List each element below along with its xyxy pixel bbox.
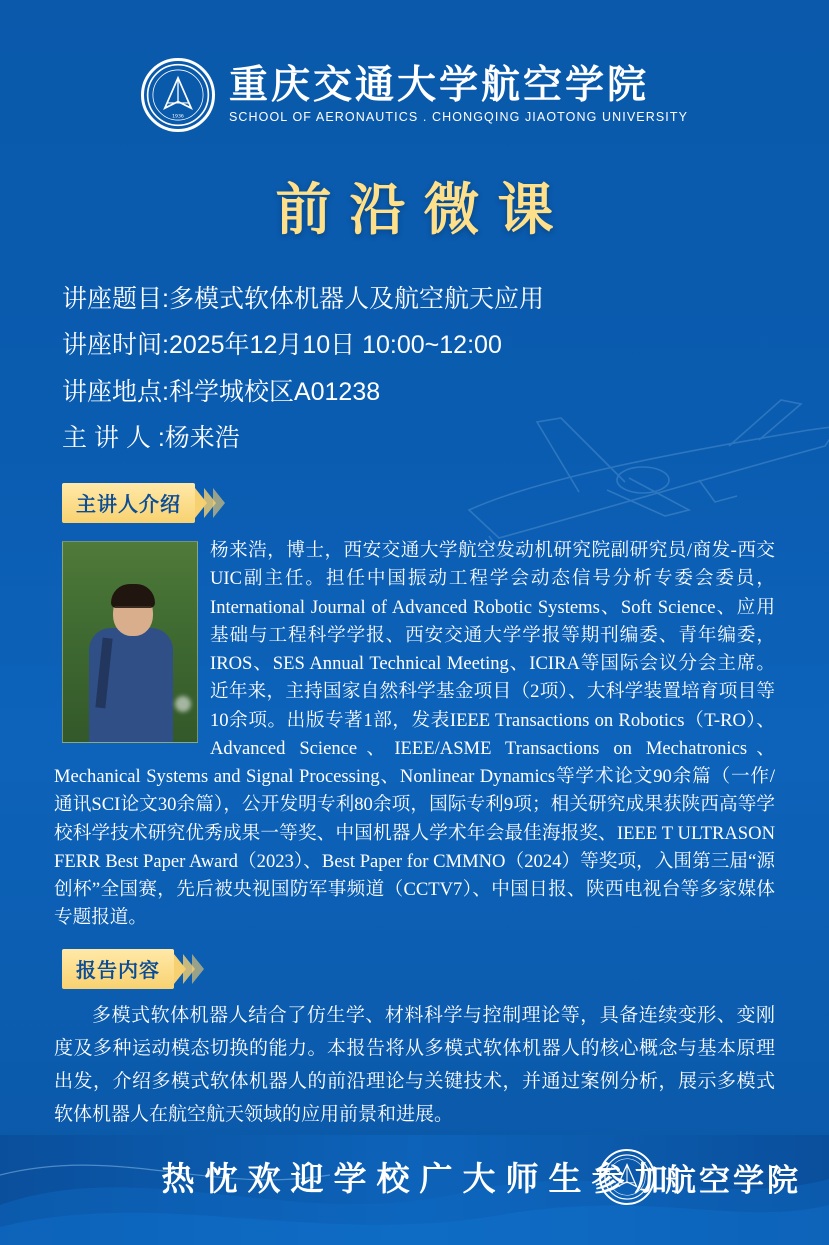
university-crest-icon — [141, 58, 215, 132]
chevron-right-icon — [198, 488, 225, 518]
info-place: 讲座地点:科学城校区A01238 — [62, 377, 381, 406]
footer-school-name: 航空学院 — [665, 1162, 801, 1198]
university-name-en: SCHOOL OF AERONAUTICS . CHONGQING JIAOTONG UNIVERSITY — [228, 110, 689, 125]
info-time: 讲座时间:2025年12月10日 10:00~12:00 — [62, 331, 502, 360]
university-name-cn: 重庆交通大学航空学院 — [228, 63, 649, 107]
footer-bar — [0, 1135, 829, 1245]
speaker-section-label: 主讲人介绍 — [62, 483, 195, 523]
lecture-info — [62, 276, 829, 461]
footer-logo — [599, 1149, 801, 1205]
svg-text:1936: 1936 — [172, 114, 184, 120]
speaker-bio-text: 杨来浩，博士，西安交通大学航空发动机研究院副研究员/商发-西交UIC副主任。担任中国振动工程学会动态信号分析专委会委员，International Journal of Advanced Robotic Systems、Soft Science、应用基础与工程科学学报、西安交通大学学报等期刊编委、青年编委，IROS、SES Annual Technical Meeting、ICIRA等国际会议分会主席。近年来，主持国家自然科学基金项目（2项）、大科学装置培育项目等10余项。出版专著1部，发表IEEE Transactions on Robotics（T-RO）、Advanced Science、IEEE/ASME Transactions on Mechatronics、Mechanical Systems and Signal Processing、Nonlinear Dynamics等学术论文90余篇（一作/通讯SCI论文30余篇），公开发明专利80余项，国际专利9项；相关研究成果获陕西高等学校科学技术研究优秀成果一等奖、中国机器人学术年会最佳海报奖、IEEE T ULTRASON FERR Best Paper Award（2023）、Best Paper for CMMNO（2024）等奖项，入围第三届“源创杯”全国赛，先后被央视国防军事频道（CCTV7）、中国日报、陕西电视台等多家媒体专题报道。 — [54, 540, 775, 929]
report-content-text: 多模式软体机器人结合了仿生学、材料科学与控制理论等，具备连续变形、变刚度及多种运动模态切换的能力。本报告将从多模式软体机器人的核心概念与基本原理出发，介绍多模式软体机器人的前沿理论与关键技术，并通过案例分析，展示多模式软体机器人在航空航天领域的应用前景和进展。 — [54, 1004, 775, 1126]
university-crest-icon — [599, 1149, 655, 1205]
report-section-label: 报告内容 — [62, 949, 174, 989]
speaker-section-heading — [62, 483, 225, 523]
speaker-portrait — [62, 541, 198, 743]
info-topic: 讲座题目:多模式软体机器人及航空航天应用 — [62, 285, 544, 313]
info-speaker: 主 讲 人 :杨来浩 — [62, 423, 240, 452]
report-section-heading — [62, 949, 204, 989]
page-title: 前沿微课 — [275, 178, 572, 241]
chevron-right-icon — [177, 954, 204, 984]
welcome-text: 热忱欢迎学校广大师生参加 — [161, 1160, 678, 1197]
header-logo-row — [0, 0, 829, 132]
speaker-bio-block — [54, 537, 775, 933]
header-logo-text — [228, 63, 689, 125]
